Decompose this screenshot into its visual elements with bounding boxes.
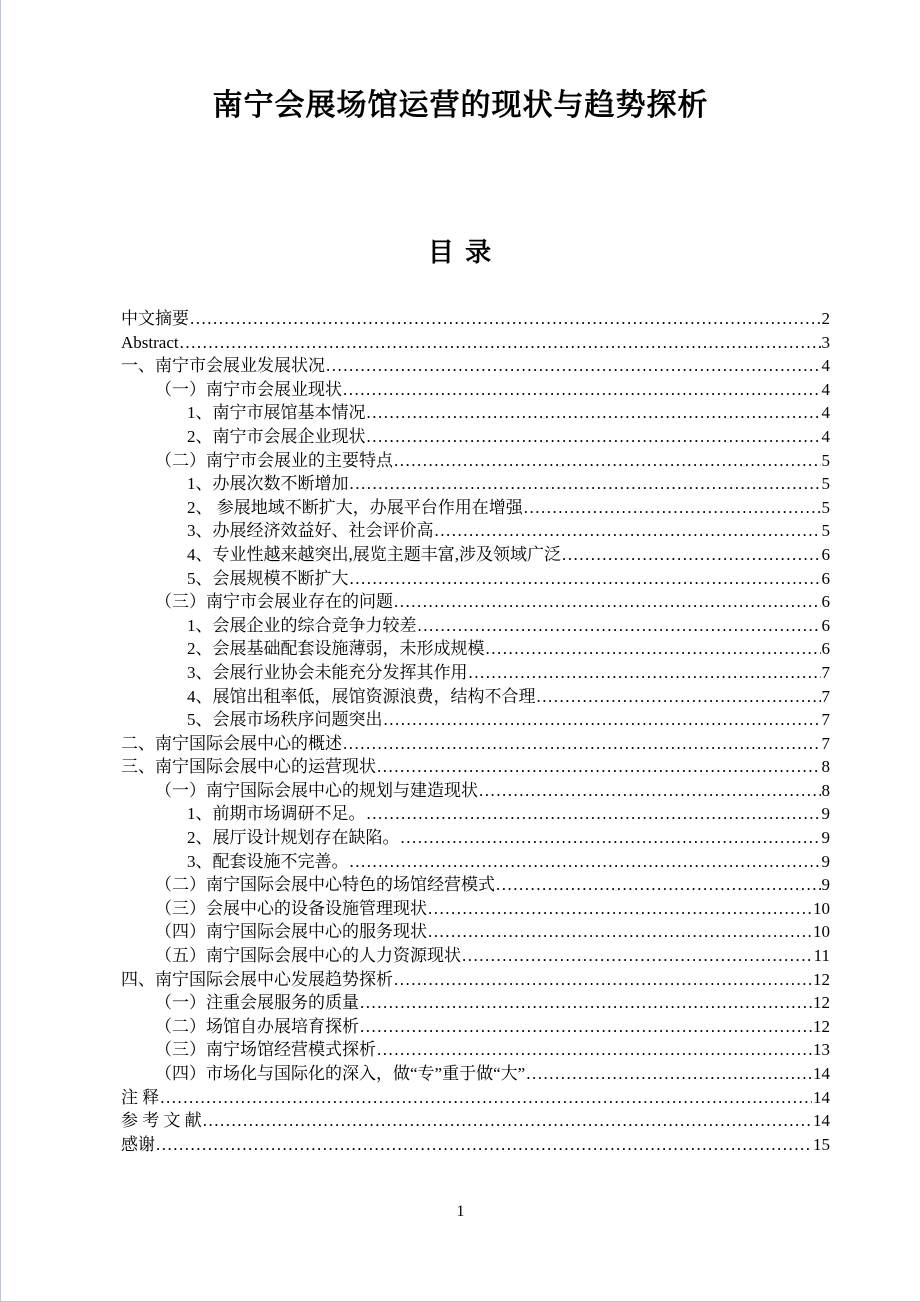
toc-entry-page: 3 bbox=[821, 332, 830, 352]
toc-entry bbox=[121, 802, 830, 826]
toc-entry-label: 5、会展市场秩序问题突出 bbox=[187, 710, 383, 730]
toc-entry bbox=[121, 637, 830, 661]
toc-entry-page: 7 bbox=[821, 733, 830, 753]
toc-entry-page: 4 bbox=[821, 426, 830, 446]
toc-entry bbox=[121, 944, 830, 968]
toc-leader-dots bbox=[377, 755, 821, 779]
toc-entry-page: 5 bbox=[821, 450, 830, 470]
page-number: 1 bbox=[456, 1203, 465, 1220]
toc-entry bbox=[121, 708, 830, 732]
toc-entry bbox=[121, 755, 830, 779]
toc-entry-page: 10 bbox=[813, 898, 830, 918]
toc-entry-label: 3、配套设施不完善。 bbox=[187, 851, 349, 871]
toc-entry bbox=[121, 1015, 830, 1039]
toc-entry bbox=[121, 850, 830, 874]
toc-entry-label: 3、会展行业协会未能充分发挥其作用 bbox=[187, 662, 468, 682]
toc-entry-label: 1、南宁市展馆基本情况 bbox=[187, 403, 366, 423]
toc-entry bbox=[121, 378, 830, 402]
toc-entry-label: 参 考 文 献 bbox=[121, 1111, 202, 1131]
toc-entry bbox=[121, 826, 830, 850]
toc-entry-label: 1、办展次数不断增加 bbox=[187, 474, 349, 494]
document-title: 南宁会展场馆运营的现状与趋势探析 bbox=[212, 89, 709, 122]
toc-entry-page: 6 bbox=[821, 592, 830, 612]
toc-leader-dots bbox=[160, 1086, 812, 1110]
toc-leader-dots bbox=[496, 873, 821, 897]
toc-entry-page: 7 bbox=[821, 662, 830, 682]
toc-entry-page: 5 bbox=[821, 474, 830, 494]
toc-entry-page: 4 bbox=[821, 356, 830, 376]
toc-entry-page: 2 bbox=[821, 309, 830, 328]
toc-entry bbox=[121, 873, 830, 897]
toc-entry bbox=[121, 401, 830, 425]
toc-entry-label: （三）会展中心的设备设施管理现状 bbox=[155, 898, 427, 918]
toc-list bbox=[121, 307, 830, 1156]
toc-entry-label: 三、南宁国际会展中心的运营现状 bbox=[121, 757, 376, 777]
toc-leader-dots bbox=[377, 1038, 812, 1062]
toc-heading: 目 录 bbox=[427, 237, 494, 267]
toc-leader-dots bbox=[435, 519, 821, 543]
toc-entry bbox=[121, 1062, 830, 1086]
toc-entry-page: 8 bbox=[821, 780, 830, 800]
toc-entry-label: （一）南宁市会展业现状 bbox=[155, 379, 342, 399]
toc-entry bbox=[121, 331, 830, 355]
toc-entry-label: 二、南宁国际会展中心的概述 bbox=[121, 733, 342, 753]
toc-leader-dots bbox=[401, 826, 821, 850]
toc-entry-label: （三）南宁场馆经营模式探析 bbox=[155, 1040, 376, 1060]
toc-entry-page: 9 bbox=[821, 804, 830, 824]
toc-leader-dots bbox=[190, 307, 821, 331]
toc-entry bbox=[121, 732, 830, 756]
toc-leader-dots bbox=[350, 850, 821, 874]
toc-leader-dots bbox=[343, 732, 821, 756]
toc-entry bbox=[121, 449, 830, 473]
toc-entry bbox=[121, 968, 830, 992]
toc-entry-label: 2、会展基础配套设施薄弱，未形成规模 bbox=[187, 639, 485, 659]
toc-entry-label: Abstract bbox=[121, 332, 179, 352]
toc-leader-dots bbox=[367, 802, 821, 826]
toc-entry bbox=[121, 496, 830, 520]
toc-entry-page: 6 bbox=[821, 639, 830, 659]
toc-entry-label: 4、专业性越来越突出,展览主题丰富,涉及领域广泛 bbox=[187, 544, 561, 564]
toc-entry-page: 15 bbox=[813, 1134, 830, 1154]
toc-entry bbox=[121, 920, 830, 944]
toc-leader-dots bbox=[537, 685, 821, 709]
toc-entry bbox=[121, 897, 830, 921]
toc-entry-label: （二）南宁国际会展中心特色的场馆经营模式 bbox=[155, 875, 495, 895]
toc-entry-label: 注 释 bbox=[121, 1087, 160, 1107]
toc-entry bbox=[121, 685, 830, 709]
toc-entry bbox=[121, 1109, 830, 1133]
toc-entry-page: 14 bbox=[813, 1111, 830, 1131]
toc-leader-dots bbox=[394, 590, 821, 614]
toc-entry-page: 12 bbox=[813, 993, 830, 1013]
toc-entry-page: 4 bbox=[821, 379, 830, 399]
toc-entry-label: （一）注重会展服务的质量 bbox=[155, 993, 359, 1013]
toc-entry-page: 9 bbox=[821, 828, 830, 848]
toc-entry-label: （一）南宁国际会展中心的规划与建造现状 bbox=[155, 780, 478, 800]
toc-entry bbox=[121, 307, 830, 331]
toc-entry-page: 6 bbox=[821, 568, 830, 588]
toc-entry-page: 7 bbox=[821, 686, 830, 706]
toc-leader-dots bbox=[384, 708, 821, 732]
toc-entry-page: 9 bbox=[821, 851, 830, 871]
toc-entry-page: 10 bbox=[813, 922, 830, 942]
toc-entry-page: 5 bbox=[821, 521, 830, 541]
toc-leader-dots bbox=[428, 920, 812, 944]
toc-entry-label: （四）市场化与国际化的深入，做“专”重于做“大” bbox=[155, 1064, 526, 1083]
toc-entry-label: 一、南宁市会展业发展状况 bbox=[121, 356, 325, 376]
toc-leader-dots bbox=[462, 944, 813, 968]
toc-entry-label: （二）南宁市会展业的主要特点 bbox=[155, 450, 393, 470]
toc-entry bbox=[121, 543, 830, 567]
toc-entry bbox=[121, 519, 830, 543]
toc-entry-label: 2、展厅设计规划存在缺陷。 bbox=[187, 828, 400, 848]
toc-leader-dots bbox=[350, 567, 821, 591]
toc-leader-dots bbox=[350, 472, 821, 496]
toc-leader-dots bbox=[524, 496, 821, 520]
toc-leader-dots bbox=[326, 354, 821, 378]
toc-leader-dots bbox=[526, 1062, 812, 1086]
toc-leader-dots bbox=[180, 331, 821, 355]
toc-leader-dots bbox=[367, 425, 821, 449]
toc-leader-dots bbox=[156, 1133, 812, 1157]
toc-entry-page: 6 bbox=[821, 544, 830, 564]
toc-entry bbox=[121, 567, 830, 591]
toc-leader-dots bbox=[360, 991, 812, 1015]
toc-entry bbox=[121, 425, 830, 449]
toc-entry-label: 中文摘要 bbox=[121, 309, 189, 328]
toc-entry-label: （三）南宁市会展业存在的问题 bbox=[155, 592, 393, 612]
toc-entry-label: 3、办展经济效益好、社会评价高 bbox=[187, 521, 434, 541]
toc-entry bbox=[121, 1133, 830, 1157]
toc-entry-label: 4、展馆出租率低，展馆资源浪费，结构不合理 bbox=[187, 686, 536, 706]
toc-entry-page: 9 bbox=[821, 875, 830, 895]
toc-entry bbox=[121, 472, 830, 496]
toc-entry bbox=[121, 354, 830, 378]
toc-entry-label: 2、 参展地域不断扩大，办展平台作用在增强 bbox=[187, 497, 523, 517]
toc-entry bbox=[121, 590, 830, 614]
toc-entry bbox=[121, 991, 830, 1015]
toc-entry-label: 5、会展规模不断扩大 bbox=[187, 568, 349, 588]
toc-entry bbox=[121, 661, 830, 685]
toc-entry-page: 4 bbox=[821, 403, 830, 423]
toc-entry bbox=[121, 614, 830, 638]
toc-entry-label: 2、南宁市会展企业现状 bbox=[187, 426, 366, 446]
toc-entry-page: 6 bbox=[821, 615, 830, 635]
toc-leader-dots bbox=[394, 968, 812, 992]
toc-leader-dots bbox=[562, 543, 821, 567]
toc-entry-page: 7 bbox=[821, 710, 830, 730]
toc-leader-dots bbox=[367, 401, 821, 425]
toc-entry-page: 12 bbox=[813, 1016, 830, 1036]
toc-leader-dots bbox=[343, 378, 821, 402]
toc-entry-label: （二）场馆自办展培育探析 bbox=[155, 1016, 359, 1036]
toc-entry-label: （四）南宁国际会展中心的服务现状 bbox=[155, 922, 427, 942]
toc-leader-dots bbox=[479, 779, 821, 803]
toc-entry-page: 13 bbox=[813, 1040, 830, 1060]
toc-leader-dots bbox=[469, 661, 821, 685]
toc-entry-page: 8 bbox=[821, 757, 830, 777]
toc-entry-page: 11 bbox=[813, 946, 830, 966]
toc-leader-dots bbox=[394, 449, 821, 473]
toc-leader-dots bbox=[203, 1109, 812, 1133]
toc-entry-label: 感谢 bbox=[121, 1134, 155, 1154]
toc-leader-dots bbox=[486, 637, 821, 661]
toc-leader-dots bbox=[428, 897, 812, 921]
toc-entry-label: （五）南宁国际会展中心的人力资源现状 bbox=[155, 946, 461, 966]
toc-entry-page: 12 bbox=[813, 969, 830, 989]
toc-entry bbox=[121, 1086, 830, 1110]
toc-leader-dots bbox=[418, 614, 821, 638]
toc-entry bbox=[121, 1038, 830, 1062]
toc-entry-label: 四、南宁国际会展中心发展趋势探析 bbox=[121, 969, 393, 989]
toc-entry-page: 14 bbox=[813, 1064, 830, 1083]
toc-leader-dots bbox=[360, 1015, 812, 1039]
toc-entry-page: 14 bbox=[813, 1087, 830, 1107]
toc-entry-page: 5 bbox=[821, 497, 830, 517]
toc-entry-label: 1、前期市场调研不足。 bbox=[187, 804, 366, 824]
toc-entry-label: 1、会展企业的综合竞争力较差 bbox=[187, 615, 417, 635]
toc-entry bbox=[121, 779, 830, 803]
